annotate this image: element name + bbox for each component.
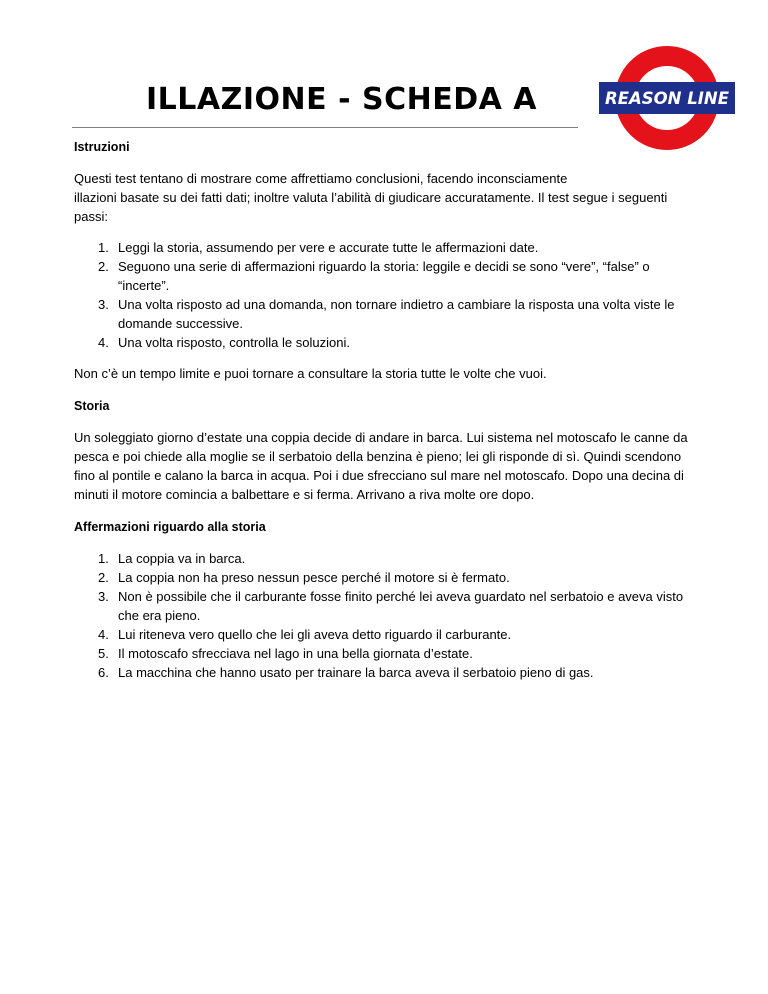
time-note: Non c’è un tempo limite e puoi tornare a consultare la storia tutte le volte che vuoi. bbox=[74, 366, 547, 381]
list-item: 2. Seguono una serie di affermazioni riguardo la storia: leggile e decidi se sono “vere”, “false” o “incerte”. bbox=[98, 259, 650, 293]
list-item: 3. Non è possibile che il carburante fosse finito perché lei aveva guardato nel serbatoio e aveva visto che era pieno. bbox=[98, 589, 684, 623]
list-item: 3. Una volta risposto ad una domanda, non tornare indietro a cambiare la risposta una volta viste le domande successive. bbox=[98, 297, 675, 331]
list-item: 2. La coppia non ha preso nessun pesce perché il motore si è fermato. bbox=[98, 570, 510, 585]
story-paragraph: Un soleggiato giorno d’estate una coppia decide di andare in barca. Lui sistema nel motoscafo le canne da pesca e poi chiede alla moglie se il serbatoio della benzina è pieno; lei gli risponde di sì. Quindi scendono fino al pontile e calano la barca in acqua. Poi i due sfrecciano sul mare nel motoscafo. Dopo una decina di minuti il motore comincia a balbettare e si ferma. Arrivano a riva molte ore dopo. bbox=[74, 430, 688, 502]
intro-line-1: Questi test tentano di mostrare come affrettiamo conclusioni, facendo inconsciamente bbox=[74, 171, 568, 186]
list-item: 1. Leggi la storia, assumendo per vere e accurate tutte le affermazioni date. bbox=[98, 240, 539, 255]
list-item: 4. Lui riteneva vero quello che lei gli aveva detto riguardo il carburante. bbox=[98, 627, 512, 642]
list-item: 4. Una volta risposto, controlla le soluzioni. bbox=[98, 335, 350, 350]
intro-line-2: illazioni basate su dei fatti dati; inoltre valuta l’abilità di giudicare accuratamente. Il test segue i seguenti passi: bbox=[74, 190, 668, 224]
reason-line-logo bbox=[597, 44, 737, 152]
title-divider bbox=[72, 127, 578, 128]
section-heading-istruzioni: Istruzioni bbox=[74, 140, 130, 154]
document-body bbox=[74, 138, 694, 682]
list-item: 5. Il motoscafo sfrecciava nel lago in una bella giornata d’estate. bbox=[98, 646, 473, 661]
section-heading-storia: Storia bbox=[74, 399, 110, 413]
list-item: 1. La coppia va in barca. bbox=[98, 551, 246, 566]
logo-text: REASON LINE bbox=[605, 89, 729, 108]
instruction-steps bbox=[74, 238, 694, 352]
section-heading-affermazioni: Affermazioni riguardo alla storia bbox=[74, 520, 266, 534]
statement-list bbox=[74, 549, 694, 682]
page-title: ILLAZIONE - SCHEDA A bbox=[146, 82, 537, 117]
list-item: 6. La macchina che hanno usato per trainare la barca aveva il serbatoio pieno di gas. bbox=[98, 665, 594, 680]
